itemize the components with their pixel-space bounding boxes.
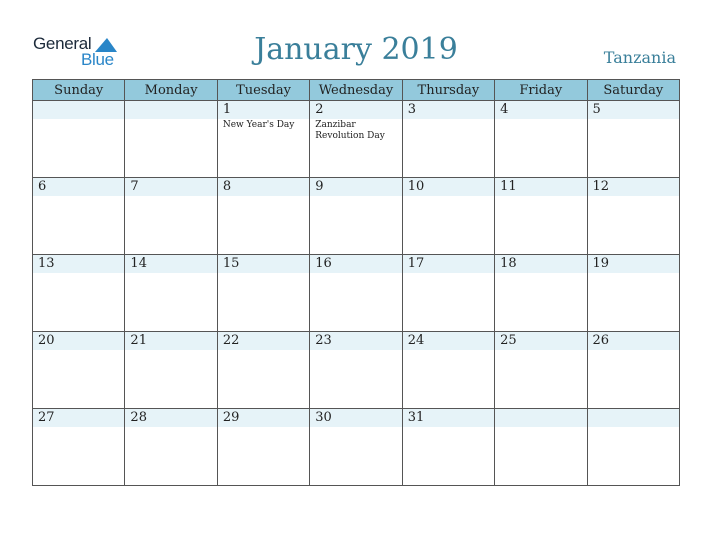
day-number: 1 xyxy=(218,101,309,119)
day-cell xyxy=(217,409,309,486)
day-cell xyxy=(33,255,125,332)
day-number: 25 xyxy=(495,332,586,350)
day-cell xyxy=(310,332,402,409)
day-number: 23 xyxy=(310,332,401,350)
day-cell xyxy=(125,332,217,409)
day-number: 10 xyxy=(403,178,494,196)
day-cell xyxy=(125,101,217,178)
day-number: 31 xyxy=(403,409,494,427)
day-number: 3 xyxy=(403,101,494,119)
day-cell xyxy=(310,409,402,486)
day-number: 17 xyxy=(403,255,494,273)
day-number: 30 xyxy=(310,409,401,427)
weekday-saturday: Saturday xyxy=(587,80,679,101)
day-number: 2 xyxy=(310,101,401,119)
day-cell xyxy=(402,101,494,178)
holiday-label: Zanzibar Revolution Day xyxy=(315,120,385,141)
day-cell xyxy=(125,178,217,255)
day-number: 13 xyxy=(33,255,124,273)
day-cell xyxy=(587,178,679,255)
day-number: 4 xyxy=(495,101,586,119)
day-cell xyxy=(310,178,402,255)
day-cell xyxy=(310,101,402,178)
week-row xyxy=(33,101,680,178)
day-cell xyxy=(587,101,679,178)
day-number: 8 xyxy=(218,178,309,196)
day-number xyxy=(33,101,124,119)
day-number: 6 xyxy=(33,178,124,196)
calendar-title: January 2019 xyxy=(254,32,458,67)
day-number: 20 xyxy=(33,332,124,350)
day-cell xyxy=(310,255,402,332)
day-cell xyxy=(33,178,125,255)
day-number: 21 xyxy=(125,332,216,350)
day-cell xyxy=(402,332,494,409)
day-cell xyxy=(33,409,125,486)
day-cell xyxy=(402,178,494,255)
day-cell xyxy=(125,409,217,486)
weekday-monday: Monday xyxy=(125,80,217,101)
weekday-wednesday: Wednesday xyxy=(310,80,402,101)
day-cell xyxy=(402,255,494,332)
weekday-thursday: Thursday xyxy=(402,80,494,101)
day-cell xyxy=(495,332,587,409)
week-row xyxy=(33,178,680,255)
day-cell xyxy=(125,255,217,332)
day-number: 19 xyxy=(588,255,679,273)
week-row xyxy=(33,255,680,332)
calendar-grid xyxy=(32,79,680,486)
day-number: 15 xyxy=(218,255,309,273)
day-cell xyxy=(217,332,309,409)
day-cell xyxy=(402,409,494,486)
day-number: 16 xyxy=(310,255,401,273)
day-cell xyxy=(217,101,309,178)
week-row xyxy=(33,332,680,409)
logo-text-blue: Blue xyxy=(81,50,114,69)
day-number xyxy=(588,409,679,427)
day-number: 24 xyxy=(403,332,494,350)
day-cell xyxy=(587,255,679,332)
weekday-tuesday: Tuesday xyxy=(217,80,309,101)
logo-text-general: General xyxy=(33,34,92,53)
day-number: 27 xyxy=(33,409,124,427)
day-cell xyxy=(33,332,125,409)
day-number: 5 xyxy=(588,101,679,119)
day-number: 22 xyxy=(218,332,309,350)
day-cell xyxy=(587,332,679,409)
day-number: 14 xyxy=(125,255,216,273)
weekday-header-row xyxy=(33,80,680,101)
day-number: 29 xyxy=(218,409,309,427)
day-number: 12 xyxy=(588,178,679,196)
weekday-sunday: Sunday xyxy=(33,80,125,101)
day-cell xyxy=(217,255,309,332)
day-number xyxy=(495,409,586,427)
holiday-label: New Year's Day xyxy=(222,120,295,130)
day-cell xyxy=(587,409,679,486)
country-label: Tanzania xyxy=(603,48,676,67)
day-number: 11 xyxy=(495,178,586,196)
day-number xyxy=(125,101,216,119)
day-number: 18 xyxy=(495,255,586,273)
day-cell xyxy=(495,178,587,255)
weekday-friday: Friday xyxy=(495,80,587,101)
day-cell xyxy=(217,178,309,255)
day-cell xyxy=(33,101,125,178)
day-cell xyxy=(495,409,587,486)
day-cell xyxy=(495,101,587,178)
day-number: 28 xyxy=(125,409,216,427)
day-number: 9 xyxy=(310,178,401,196)
day-number: 26 xyxy=(588,332,679,350)
week-row xyxy=(33,409,680,486)
day-number: 7 xyxy=(125,178,216,196)
day-cell xyxy=(495,255,587,332)
